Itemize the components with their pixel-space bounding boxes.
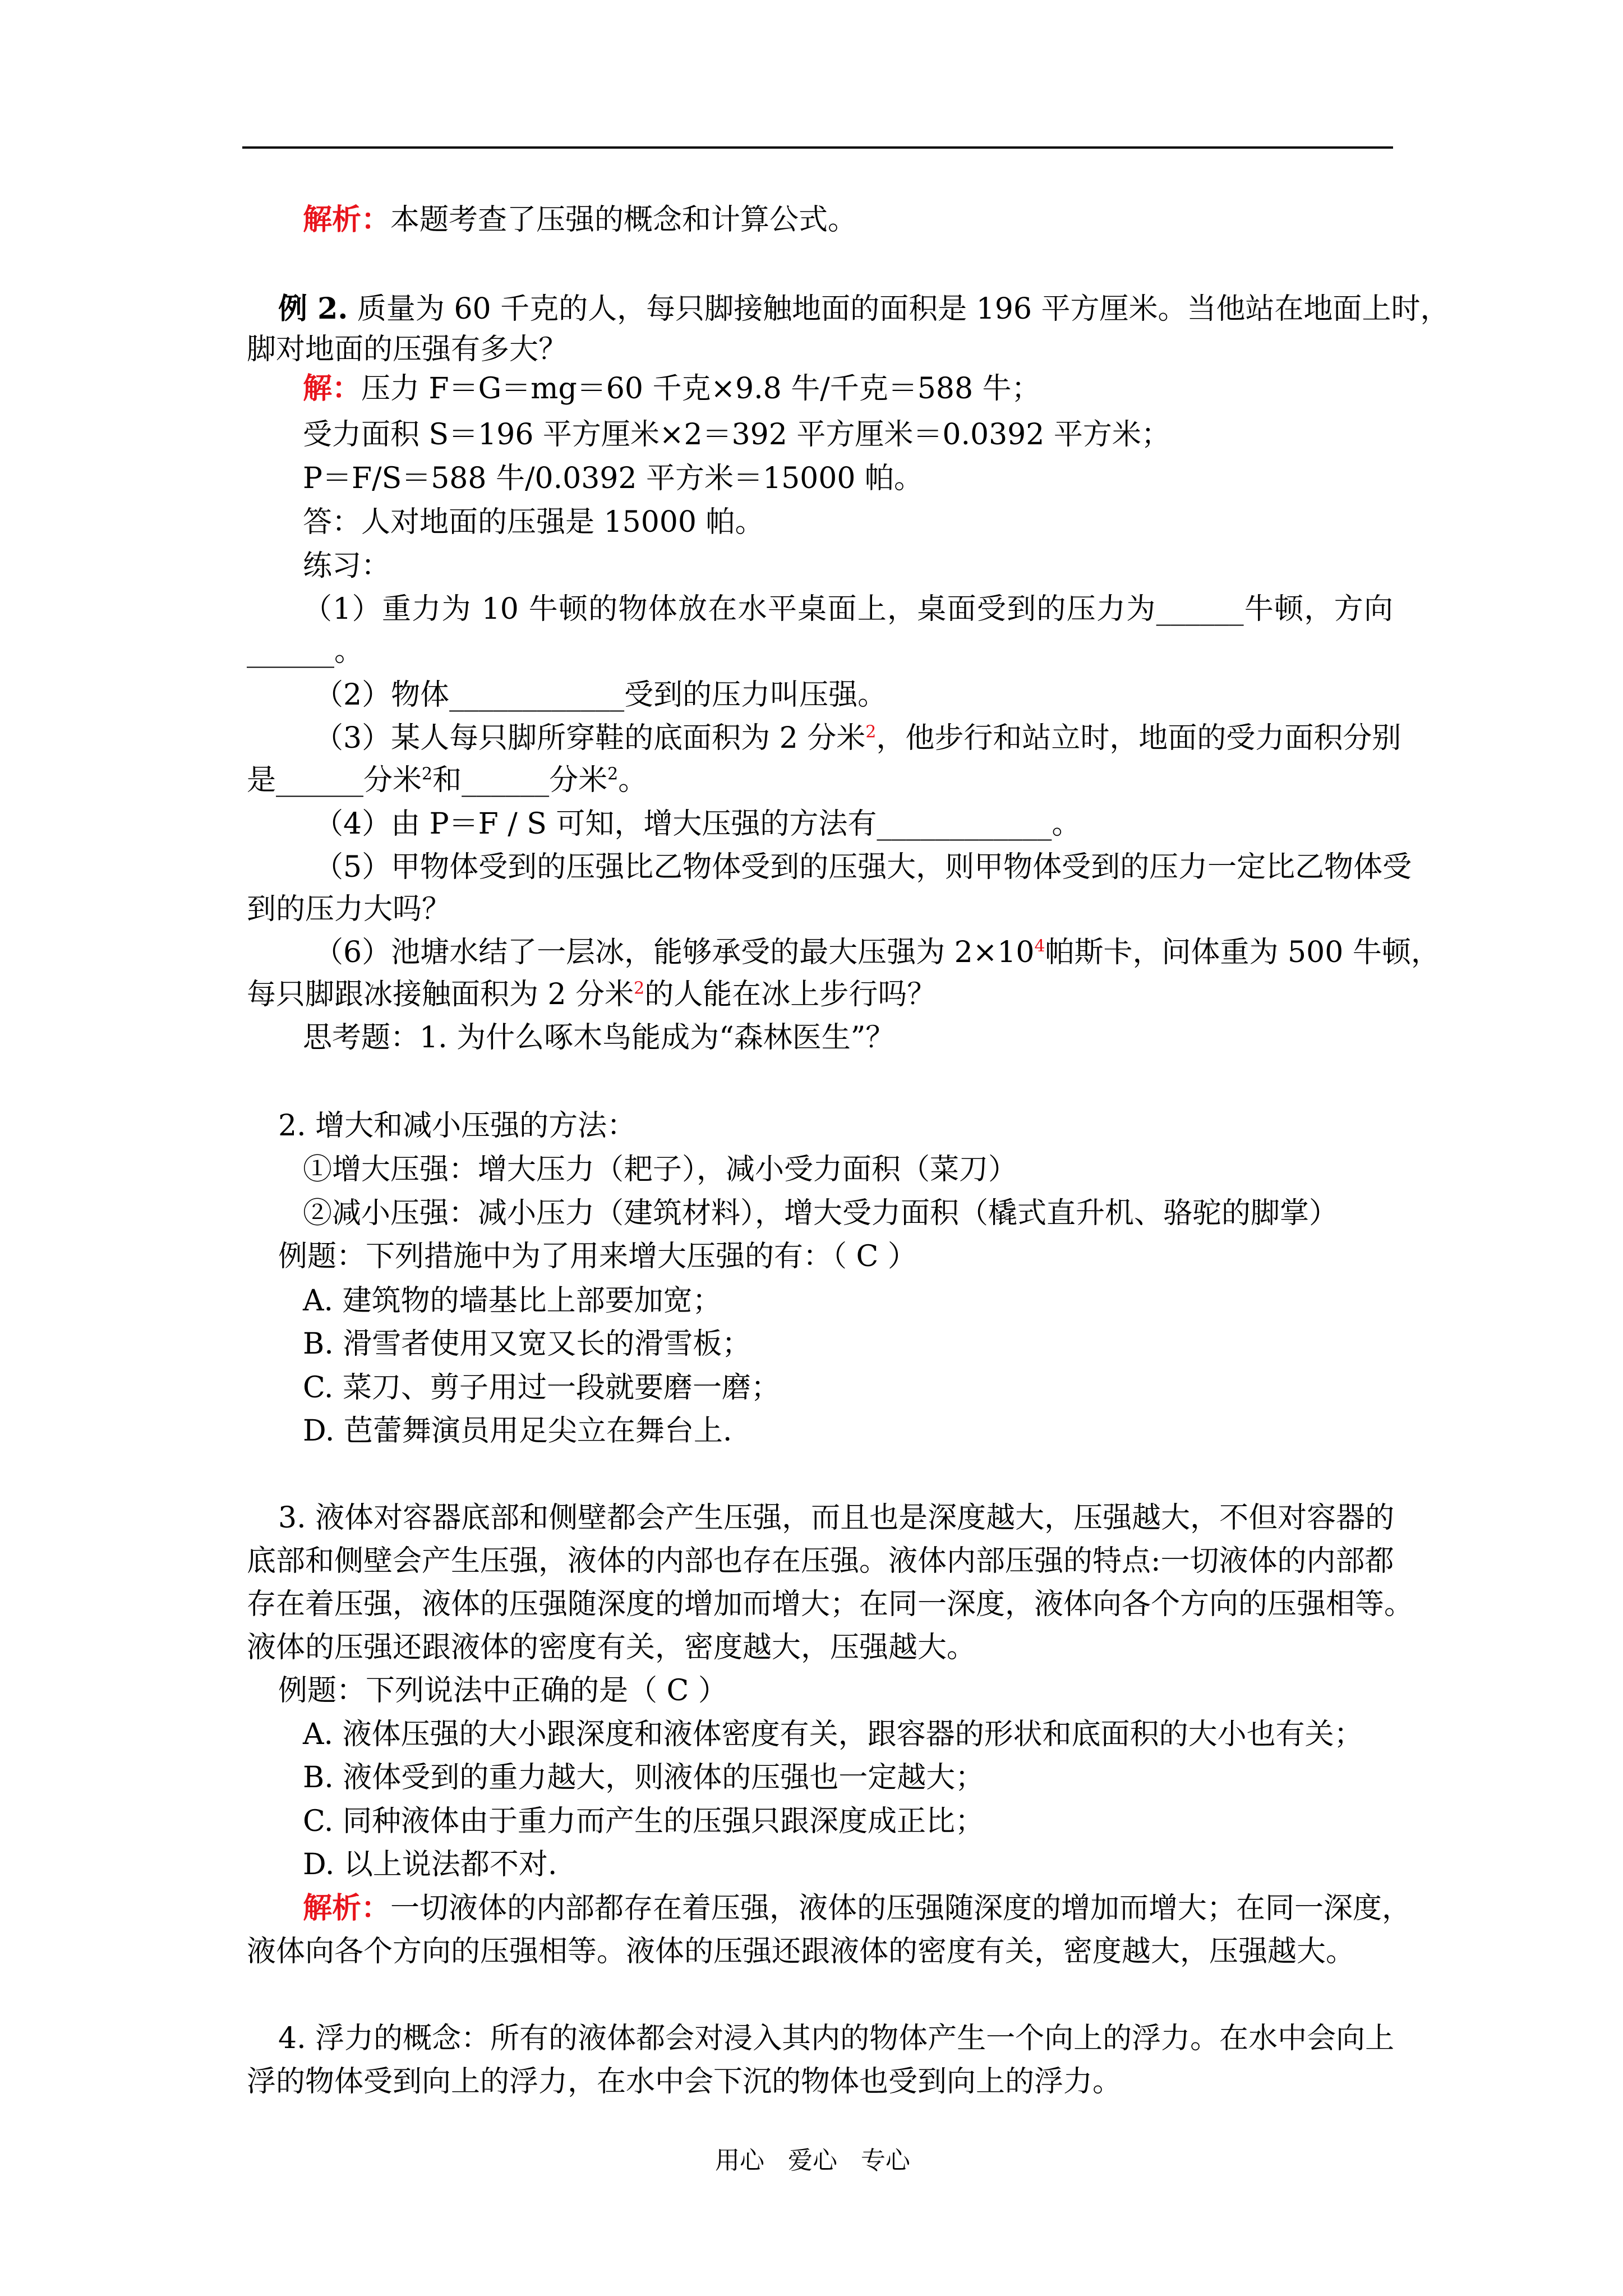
q3-line2-sup-2: 2 (607, 764, 619, 784)
section-2-question: 例题：下列措施中为了用来增大压强的有：（ C ） (278, 1240, 917, 1273)
section-3-option-a: A. 液体压强的大小跟深度和液体密度有关，跟容器的形状和底面积的大小也有关； (303, 1718, 1363, 1751)
section-2-item-1: ①增大压强：增大压力（耙子），减小受力面积（菜刀） (303, 1153, 1018, 1186)
solution-answer: 答：人对地面的压强是 15000 帕。 (303, 505, 764, 539)
section-3-option-d: D. 以上说法都不对. (303, 1848, 557, 1881)
section-3-analysis-line-1 (303, 1890, 1412, 1927)
analysis-1 (303, 201, 857, 238)
section-3-option-c: C. 同种液体由于重力而产生的压强只跟深度成正比； (303, 1805, 984, 1838)
example-text: 质量为 60 千克的人，每只脚接触地面的面积是 196 平方厘米。当他站在地面上时， (348, 292, 1450, 326)
section-3-question: 例题：下列说法中正确的是（ C ） (278, 1674, 727, 1708)
solution-line-1 (303, 370, 1041, 407)
think-question: 思考题：1. 为什么啄木鸟能成为“森林医生”？ (303, 1021, 895, 1055)
section-3-option-b: B. 液体受到的重力越大，则液体的压强也一定越大； (303, 1761, 985, 1795)
section-2-item-2: ②减小压强：减小压力（建筑材料），增大受力面积（橇式直升机、骆驼的脚掌） (303, 1197, 1339, 1230)
exercise-q2: （2）物体____________受到的压力叫压强。 (314, 678, 887, 712)
section-2-option-c: C. 菜刀、剪子用过一段就要磨一磨； (303, 1371, 780, 1405)
exercise-q6-line-1 (314, 934, 1440, 971)
q3-line2-b: 和______分米 (432, 763, 608, 797)
q3-text-a: （3）某人每只脚所穿鞋的底面积为 2 分米 (314, 721, 866, 755)
q6-text-b: 帕斯卡，问体重为 500 牛顿， (1045, 936, 1440, 969)
solution-text: 压力 F＝G＝mg＝60 千克×9.8 牛/千克＝588 牛； (361, 372, 1041, 406)
solution-line-3: P＝F/S＝588 牛/0.0392 平方米＝15000 帕。 (303, 462, 923, 495)
solution-line-2: 受力面积 S＝196 平方厘米×2＝392 平方厘米＝0.0392 平方米； (303, 418, 1170, 452)
q6-line2-sup: 2 (634, 978, 645, 999)
section-3-line-4: 液体的压强还跟液体的密度有关，密度越大，压强越大。 (247, 1631, 976, 1664)
q6-line2-a: 每只脚跟冰接触面积为 2 分米 (247, 978, 634, 1011)
example-2-line-1 (278, 291, 1450, 328)
q3-line2-sup-1: 2 (422, 764, 433, 784)
section-2-option-d: D. 芭蕾舞演员用足尖立在舞台上. (303, 1414, 732, 1448)
solution-label: 解： (303, 371, 362, 406)
exercise-q6-line-2 (247, 976, 936, 1013)
section-2-option-b: B. 滑雪者使用又宽又长的滑雪板； (303, 1327, 751, 1361)
page-footer: 用心 爱心 专心 (715, 2146, 910, 2175)
section-4-line-2: 浮的物体受到向上的浮力，在水中会下沉的物体也受到向上的浮力。 (247, 2065, 1122, 2099)
q3-line2-a: 是______分米 (247, 763, 422, 797)
exercise-q4: （4）由 P＝F / S 可知，增大压强的方法有____________。 (314, 807, 1081, 841)
example-label: 例 2. (278, 292, 348, 326)
analysis-text: 本题考查了压强的概念和计算公式。 (390, 203, 857, 237)
q3-text-b: ，他步行和站立时，地面的受力面积分别 (876, 721, 1401, 755)
q6-superscript: 4 (1034, 936, 1045, 956)
q6-line2-b: 的人能在冰上步行吗？ (644, 978, 937, 1011)
exercise-q1-line-2: ______。 (247, 634, 364, 668)
example-2-line-2: 脚对地面的压强有多大？ (247, 333, 568, 366)
q3-superscript: 2 (865, 722, 877, 742)
q6-text-a: （6）池塘水结了一层冰，能够承受的最大压强为 2×10 (314, 936, 1035, 969)
section-4-line-1: 4. 浮力的概念：所有的液体都会对浸入其内的物体产生一个向上的浮力。在水中会向上 (278, 2022, 1395, 2055)
section-3-analysis-text: 一切液体的内部都存在着压强，液体的压强随深度的增加而增大；在同一深度， (390, 1892, 1412, 1925)
analysis-label: 解析： (303, 203, 391, 237)
section-3-analysis-label: 解析： (303, 1891, 391, 1925)
exercise-q5-line-1: （5）甲物体受到的压强比乙物体受到的压强大，则甲物体受到的压力一定比乙物体受 (314, 850, 1412, 884)
section-2-option-a: A. 建筑物的墙基比上部要加宽； (303, 1284, 722, 1318)
exercise-q5-line-2: 到的压力大吗？ (247, 892, 451, 926)
exercise-title: 练习： (303, 549, 391, 583)
section-3-line-1: 3. 液体对容器底部和侧壁都会产生压强，而且也是深度越大，压强越大，不但对容器的 (278, 1501, 1395, 1535)
q3-line2-c: 。 (618, 763, 648, 797)
exercise-q1-line-1: （1）重力为 10 牛顿的物体放在水平桌面上，桌面受到的压力为______牛顿，方向 (303, 592, 1393, 626)
section-3-line-3: 存在着压强，液体的压强随深度的增加而增大；在同一深度，液体向各个方向的压强相等。 (247, 1588, 1414, 1621)
section-3-analysis-line-2: 液体向各个方向的压强相等。液体的压强还跟液体的密度有关，密度越大，压强越大。 (247, 1935, 1355, 1968)
section-2-title: 2. 增大和减小压强的方法： (278, 1109, 637, 1143)
header-rule (242, 146, 1393, 149)
exercise-q3-line-2 (247, 762, 647, 799)
exercise-q3-line-1 (314, 720, 1401, 757)
section-3-line-2: 底部和侧壁会产生压强，液体的内部也存在压强。液体内部压强的特点:一切液体的内部都 (247, 1544, 1394, 1578)
